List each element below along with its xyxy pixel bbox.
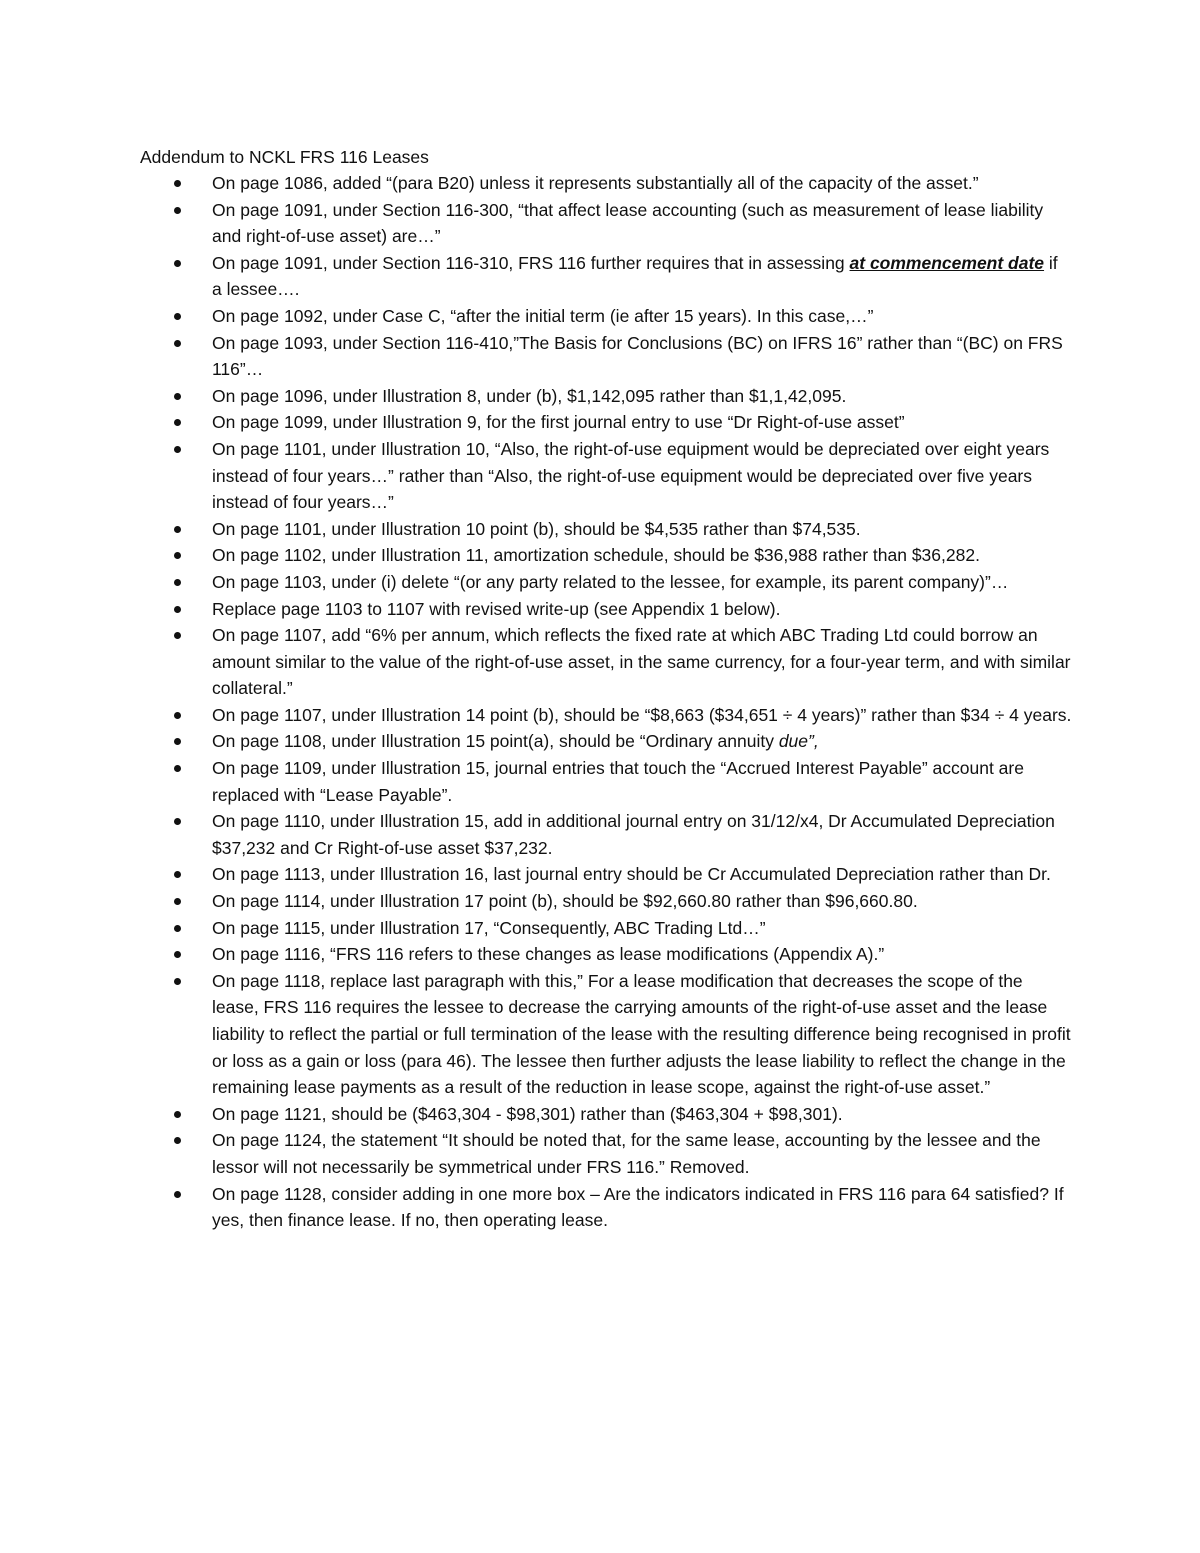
list-item (0, 569, 1072, 596)
list-item-text: On page 1108, under Illustration 15 point(a), should be “Ordinary annuity (212, 731, 779, 752)
bullet-icon (174, 738, 181, 745)
list-item (0, 542, 1072, 569)
list-item-text: On page 1093, under Section 116-410,”The Basis for Conclusions (BC) on IFRS 16” rather than “(BC) on FRS 116”… (212, 332, 1063, 380)
bullet-icon (174, 180, 181, 187)
bullet-icon (174, 393, 181, 400)
list-item-text: On page 1107, under Illustration 14 point (b), should be “$8,663 ($34,651 ÷ 4 years)” rather than $34 ÷ 4 years. (212, 704, 1072, 725)
list-item-text: On page 1096, under Illustration 8, under (b), $1,142,095 rather than $1,1,42,095. (212, 385, 847, 406)
list-item-text: On page 1091, under Section 116-310, FRS 116 further requires that in assessing (212, 252, 850, 273)
list-item (0, 596, 1072, 623)
emphasized-phrase: at commencement date (849, 252, 1045, 273)
list-item-text: On page 1115, under Illustration 17, “Consequently, ABC Trading Ltd…” (212, 917, 766, 938)
bullet-icon (174, 207, 181, 214)
list-item-text: On page 1121, should be ($463,304 - $98,301) rather than ($463,304 + $98,301). (212, 1103, 843, 1124)
italic-phrase: due”, (778, 731, 819, 752)
bullet-icon (174, 526, 181, 533)
list-item (0, 755, 1072, 808)
list-item (0, 197, 1072, 250)
list-item (0, 250, 1072, 303)
list-item (0, 702, 1072, 729)
bullet-icon (174, 632, 181, 639)
list-item (0, 728, 1072, 755)
list-item-text: On page 1118, replace last paragraph with this,” For a lease modification that decreases the scope of the lease, FRS 116 requires the lessee to decrease the carrying amounts of the right-of-use asset and the lease liability to reflect the partial or full termination of the lease with the resulting difference being recognised in profit or loss as a gain or loss (para 46). The lessee then further adjusts the lease liability to reflect the change in the remaining lease payments as a result of the reduction in lease scope, against the right-of-use asset.” (212, 970, 1071, 1098)
bullet-icon (174, 552, 181, 559)
list-item (0, 1101, 1072, 1128)
list-item-text: On page 1099, under Illustration 9, for the first journal entry to use “Dr Right-of-use asset” (212, 412, 905, 433)
bullet-icon (174, 313, 181, 320)
bullet-icon (174, 951, 181, 958)
list-item (0, 968, 1072, 1101)
bullet-icon (174, 340, 181, 347)
list-item (0, 1181, 1072, 1234)
list-item (0, 436, 1072, 516)
list-item (0, 915, 1072, 942)
list-item-text: On page 1092, under Case C, “after the initial term (ie after 15 years). In this case,…” (212, 305, 874, 326)
bullet-icon (174, 978, 181, 985)
list-item (0, 330, 1072, 383)
bullet-icon (174, 712, 181, 719)
list-item-text: On page 1116, “FRS 116 refers to these changes as lease modifications (Appendix A).” (212, 944, 885, 965)
list-item-text: On page 1124, the statement “It should be noted that, for the same lease, accounting by the lessee and the lessor will not necessarily be symmetrical under FRS 116.” Removed. (212, 1130, 1041, 1177)
list-item-text: On page 1101, under Illustration 10 point (b), should be $4,535 rather than $74,535. (212, 518, 861, 539)
list-item (0, 808, 1072, 861)
bullet-icon (174, 925, 181, 932)
list-item (0, 861, 1072, 888)
bullet-icon (174, 1137, 181, 1144)
bullet-icon (174, 260, 181, 267)
addendum-list (0, 170, 1200, 1234)
bullet-icon (174, 871, 181, 878)
list-item-text: Replace page 1103 to 1107 with revised write-up (see Appendix 1 below). (212, 598, 781, 619)
bullet-icon (174, 818, 181, 825)
bullet-icon (174, 1111, 181, 1118)
list-item-text: On page 1091, under Section 116-300, “that affect lease accounting (such as measurement of lease liability and right-of-use asset) are…” (212, 199, 1044, 247)
list-item (0, 383, 1072, 410)
list-item (0, 409, 1072, 436)
document-title: Addendum to NCKL FRS 116 Leases (140, 147, 429, 167)
list-item-text: On page 1114, under Illustration 17 point (b), should be $92,660.80 rather than $96,660.80. (212, 891, 918, 912)
list-item-text: On page 1086, added “(para B20) unless it represents substantially all of the capacity of the asset.” (212, 173, 979, 193)
list-item-text-continued: if a lessee…. (212, 252, 1058, 300)
list-item (0, 303, 1072, 330)
list-item (0, 1127, 1072, 1180)
list-item (0, 888, 1072, 915)
bullet-icon (174, 1191, 181, 1198)
bullet-icon (174, 419, 181, 426)
list-item-text: On page 1101, under Illustration 10, “Also, the right-of-use equipment would be depreciated over eight years instead of four years…” rather than “Also, the right-of-use equipment would be depreciated over five years instead of four years…” (212, 438, 1050, 513)
list-item-text: On page 1103, under (i) delete “(or any party related to the lessee, for example, its parent company)”… (212, 571, 1009, 592)
bullet-icon (174, 765, 181, 772)
list-item-text: On page 1102, under Illustration 11, amortization schedule, should be $36,988 rather than $36,282. (212, 545, 980, 566)
list-item (0, 170, 1072, 197)
bullet-icon (174, 579, 181, 586)
list-item (0, 622, 1072, 702)
list-item-text: On page 1110, under Illustration 15, add in additional journal entry on 31/12/x4, Dr Accumulated Depreciation $37,232 and Cr Right-of-use asset $37,232. (212, 811, 1055, 858)
bullet-icon (174, 606, 181, 613)
list-item (0, 516, 1072, 543)
list-item (0, 941, 1072, 968)
list-item-text: On page 1107, add “6% per annum, which reflects the fixed rate at which ABC Trading Ltd could borrow an amount similar to the value of the right-of-use asset, in the same currency, for a four-year term, and with similar collateral.” (212, 625, 1071, 699)
list-item-text: On page 1128, consider adding in one more box – Are the indicators indicated in FRS 116 para 64 satisfied? If yes, then finance lease. If no, then operating lease. (212, 1183, 1064, 1231)
bullet-icon (174, 898, 181, 905)
bullet-icon (174, 446, 181, 453)
list-item-text: On page 1113, under Illustration 16, last journal entry should be Cr Accumulated Depreciation rather than Dr. (212, 864, 1051, 885)
list-item-text: On page 1109, under Illustration 15, journal entries that touch the “Accrued Interest Payable” account are replaced with “Lease Payable”. (212, 758, 1024, 805)
